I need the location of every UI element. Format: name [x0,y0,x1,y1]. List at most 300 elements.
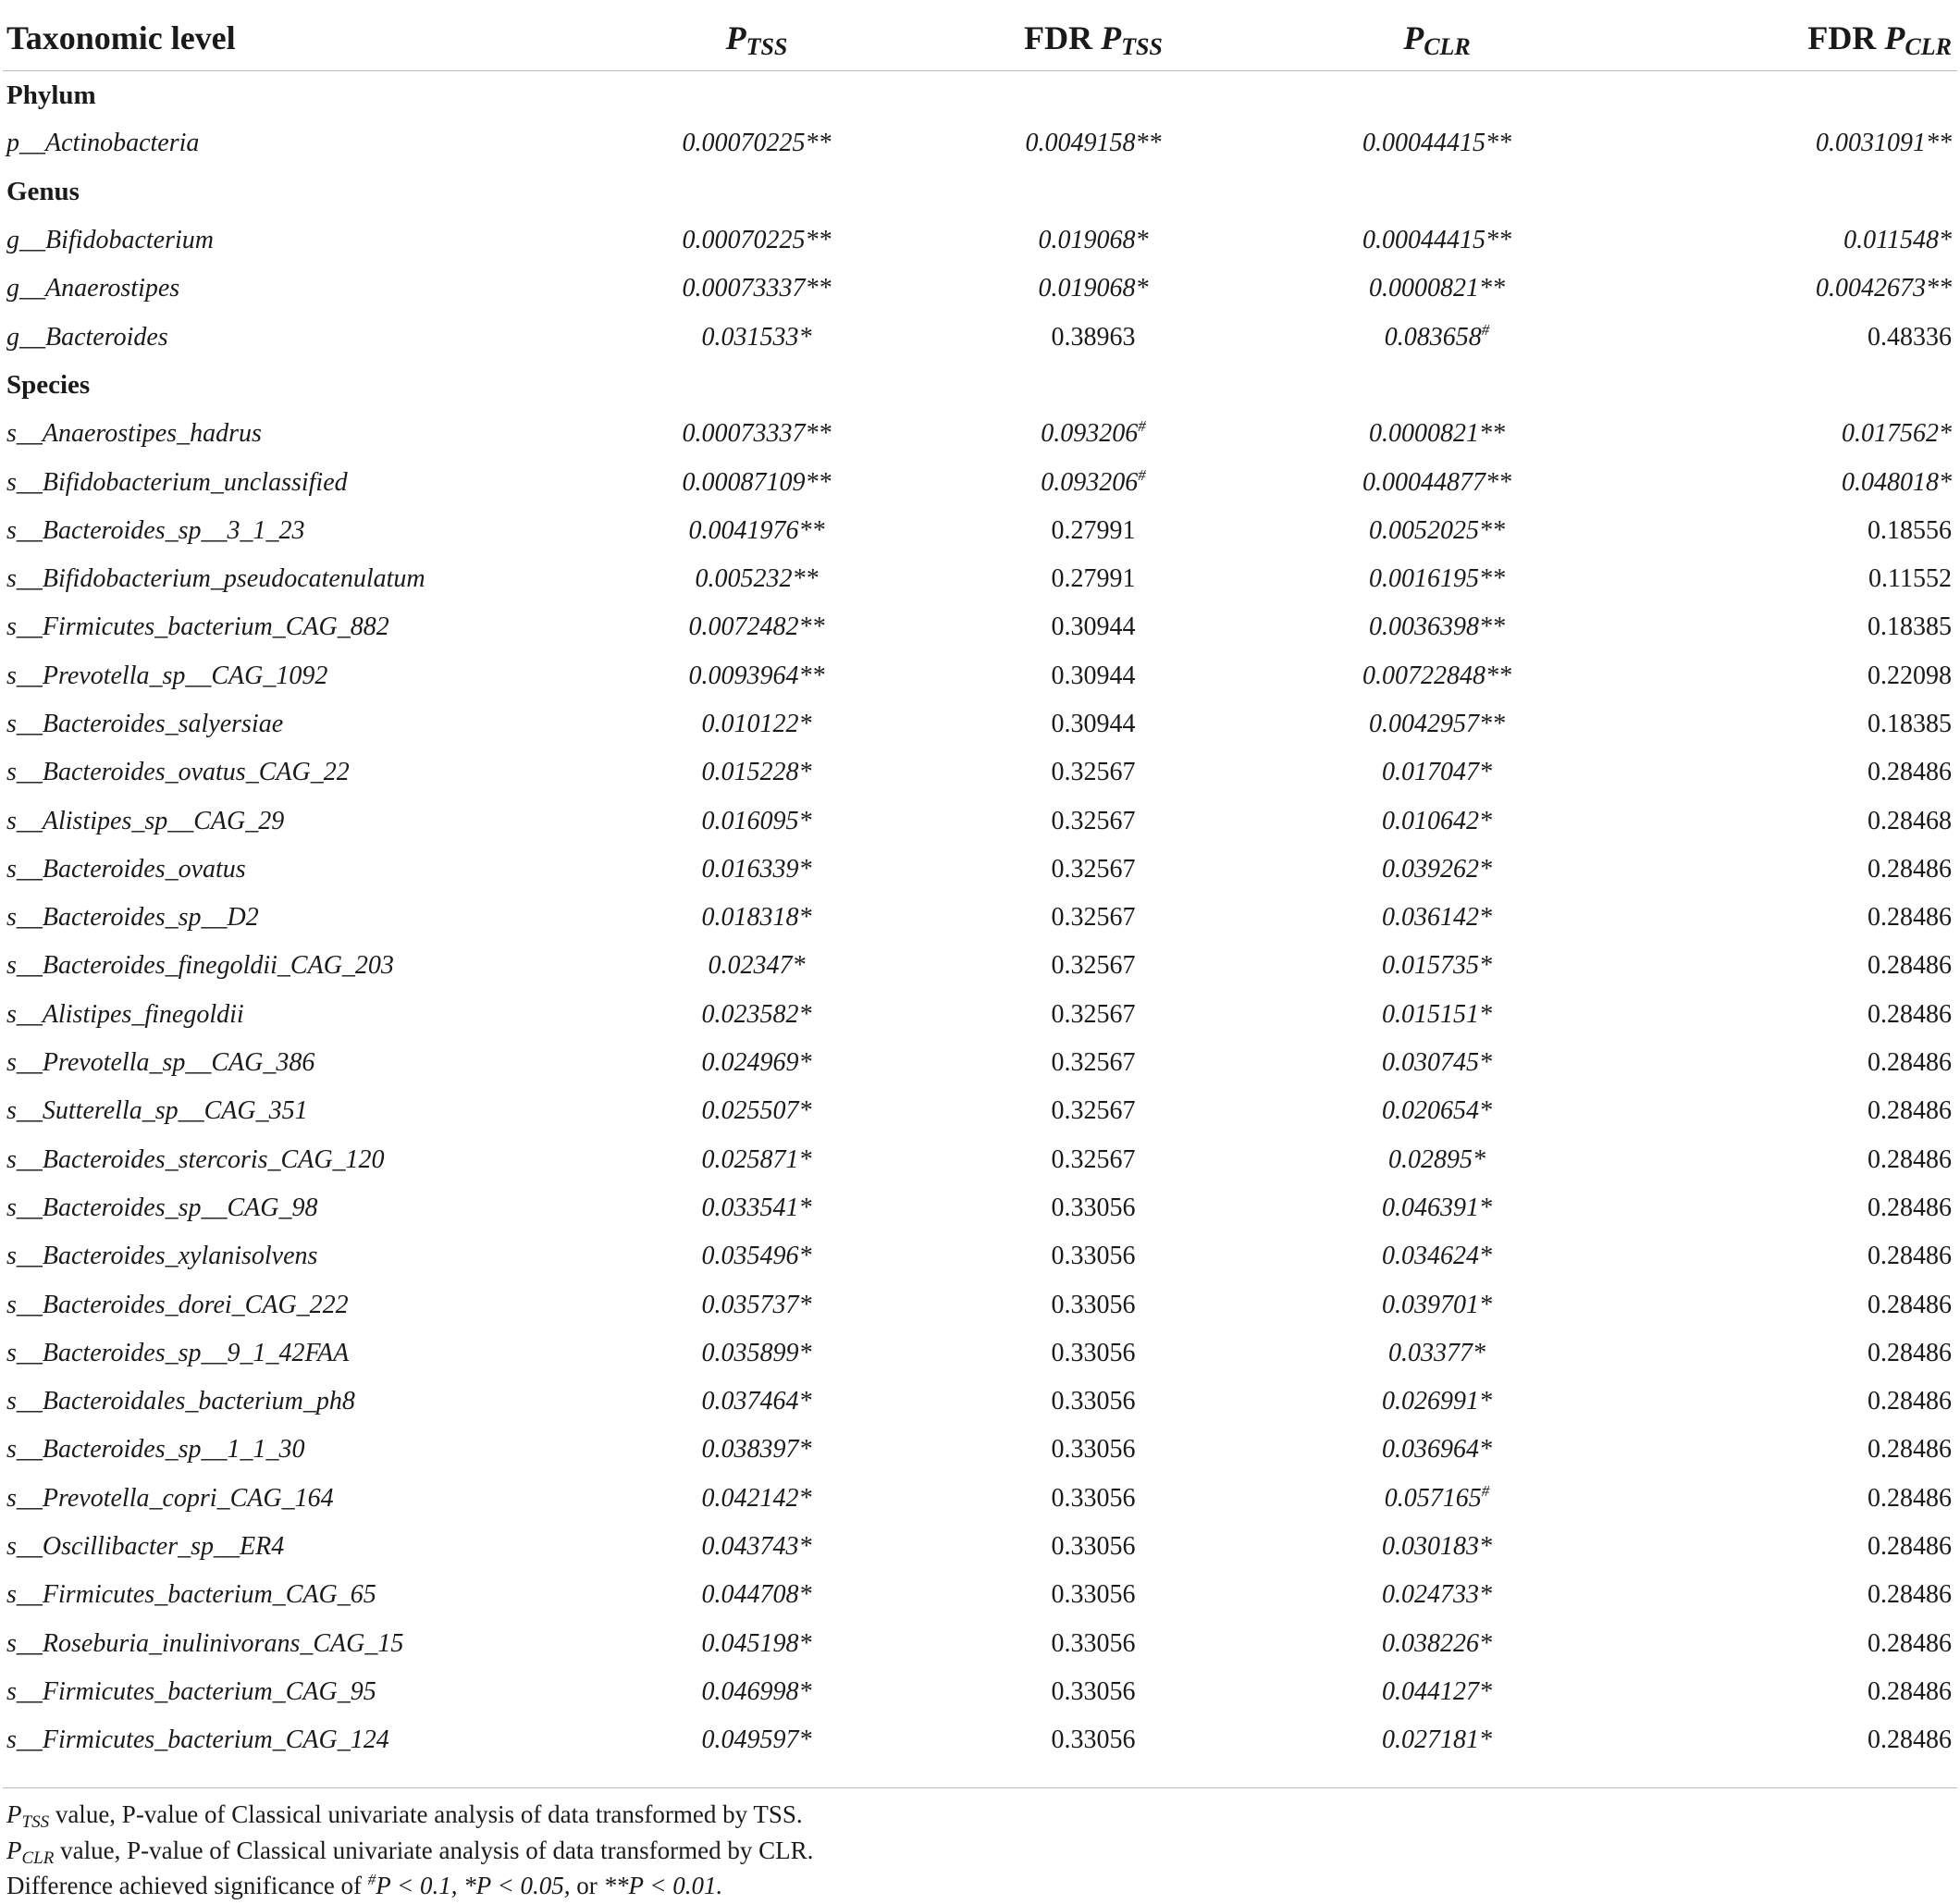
table-row [3,1280,1957,1329]
cell-p-tss [595,797,918,845]
header-p-tss-subscript: TSS [746,33,788,60]
cell-taxon: g__Anaerostipes [6,274,180,303]
header-fdr-p-tss-symbol: P [1101,19,1122,56]
cell-p-clr [1268,119,1606,167]
value-text: 0.093206# [1041,417,1146,449]
cell-p-tss [595,652,918,700]
footnote-hash-mark: # [367,1871,376,1888]
cell-fdr-p-clr [1606,1280,1957,1329]
cell-p-clr [1268,1620,1606,1668]
header-p-clr-symbol: P [1403,19,1424,56]
cell-fdr-p-tss [918,1475,1268,1523]
header-p-clr [1268,0,1606,71]
cell-p-clr [1268,991,1606,1039]
value-text: 0.30944 [1051,612,1136,642]
header-p-tss-symbol: P [725,19,746,56]
cell-p-clr [1268,700,1606,748]
cell-p-clr [1268,1280,1606,1329]
value-text: 0.28486 [1868,951,1952,981]
cell-p-tss [595,458,918,506]
value-text: 0.015228* [701,758,812,787]
group-row [3,168,1957,216]
table-row [3,119,1957,167]
table-row [3,991,1957,1039]
cell-p-tss [595,1716,918,1764]
value-text: 0.32567 [1051,758,1136,787]
cell-taxon: s__Prevotella_sp__CAG_1092 [6,661,328,690]
cell-p-clr [1268,1087,1606,1135]
value-text: 0.28468 [1868,806,1952,835]
value-text: 0.0041976** [688,515,825,545]
table-row [3,603,1957,651]
cell-taxon: s__Bacteroides_sp__1_1_30 [6,1435,305,1465]
group-label: Genus [6,177,80,207]
cell-p-tss [595,507,918,555]
cell-p-clr [1268,748,1606,797]
cell-taxon: s__Firmicutes_bacterium_CAG_882 [6,612,389,642]
value-text: 0.0036398** [1369,612,1505,642]
value-text: 0.0031091** [1816,129,1952,158]
value-text: 0.0072482** [688,612,825,642]
value-text: 0.011548* [1843,226,1952,255]
value-text: 0.33056 [1051,1290,1136,1319]
cell-fdr-p-clr [1606,603,1957,651]
cell-fdr-p-clr [1606,1716,1957,1764]
value-text: 0.0042957** [1369,710,1505,738]
value-text: 0.33056 [1051,1676,1136,1706]
hash-marker: # [1138,417,1146,436]
value-text: 0.32567 [1051,806,1136,835]
cell-fdr-p-tss [918,991,1268,1039]
cell-taxon: s__Bacteroidales_bacterium_ph8 [6,1387,355,1416]
value-text: 0.30944 [1051,710,1136,738]
value-text: 0.33056 [1051,1435,1136,1465]
cell-taxon: s__Bacteroides_stercoris_CAG_120 [6,1144,385,1174]
cell-p-clr [1268,797,1606,845]
footnote-sig-level-2: **P < 0.01 [603,1872,717,1899]
cell-fdr-p-clr [1606,700,1957,748]
header-fdr-p-clr-prefix: FDR [1807,19,1877,56]
cell-fdr-p-tss [918,1280,1268,1329]
table-row [3,555,1957,603]
cell-fdr-p-clr [1606,1329,1957,1378]
value-text: 0.035496* [701,1242,812,1271]
cell-p-clr [1268,1426,1606,1474]
cell-p-clr [1268,1184,1606,1232]
cell-fdr-p-clr [1606,265,1957,313]
cell-p-tss [595,1087,918,1135]
value-text: 0.019068* [1038,274,1149,303]
cell-p-tss [595,942,918,990]
value-text: 0.038226* [1382,1628,1492,1658]
table-row [3,1232,1957,1280]
footnote-significance-prefix: Difference achieved significance of [6,1872,368,1899]
value-text: 0.27991 [1051,564,1136,594]
value-text: 0.046998* [701,1676,812,1706]
value-text: 0.28486 [1868,1676,1952,1706]
value-text: 0.020654* [1382,1096,1492,1126]
value-text: 0.33056 [1051,1628,1136,1658]
value-text: 0.00073337** [682,419,832,449]
value-text: 0.049597* [701,1725,812,1755]
value-text: 0.083658# [1384,320,1490,352]
cell-fdr-p-tss [918,1620,1268,1668]
cell-taxon: s__Bacteroides_salyersiae [6,710,284,738]
table-row [3,216,1957,265]
table-row [3,748,1957,797]
cell-p-clr [1268,1475,1606,1523]
cell-p-clr [1268,410,1606,458]
cell-p-clr [1268,1232,1606,1280]
cell-fdr-p-tss [918,748,1268,797]
footnote-clr-symbol: P [6,1836,22,1864]
cell-fdr-p-tss [918,507,1268,555]
table-row [3,1571,1957,1619]
cell-fdr-p-tss [918,1378,1268,1426]
cell-p-clr [1268,313,1606,361]
value-text: 0.016339* [701,854,812,884]
cell-taxon: s__Firmicutes_bacterium_CAG_95 [6,1676,376,1706]
value-text: 0.044708* [701,1580,812,1610]
footnote-clr [6,1833,813,1869]
table-row [3,846,1957,894]
cell-p-clr [1268,555,1606,603]
cell-fdr-p-tss [918,894,1268,942]
hash-marker: # [1481,1481,1490,1500]
value-text: 0.33056 [1051,1483,1136,1513]
value-text: 0.025507* [701,1096,812,1126]
value-text: 0.0000821** [1369,274,1505,303]
value-text: 0.024733* [1382,1580,1492,1610]
value-text: 0.00073337** [682,274,832,303]
value-text: 0.28486 [1868,1144,1952,1174]
cell-p-tss [595,1280,918,1329]
header-fdr-p-clr-subscript: CLR [1905,33,1952,60]
cell-p-tss [595,216,918,265]
cell-p-clr [1268,458,1606,506]
cell-fdr-p-clr [1606,1523,1957,1571]
value-text: 0.28486 [1868,1387,1952,1416]
cell-p-clr [1268,1039,1606,1087]
value-text: 0.28486 [1868,1628,1952,1658]
value-text: 0.28486 [1868,1580,1952,1610]
value-text: 0.039262* [1382,854,1492,884]
cell-p-tss [595,1184,918,1232]
cell-p-clr [1268,1668,1606,1716]
table-row [3,1039,1957,1087]
cell-fdr-p-tss [918,1232,1268,1280]
cell-p-tss [595,1523,918,1571]
cell-taxon: g__Bacteroides [6,322,168,352]
cell-fdr-p-clr [1606,894,1957,942]
cell-taxon: s__Oscillibacter_sp__ER4 [6,1532,285,1562]
cell-fdr-p-tss [918,119,1268,167]
footnote-clr-subscript: CLR [21,1848,55,1868]
value-text: 0.28486 [1868,758,1952,787]
cell-p-clr [1268,1716,1606,1764]
cell-p-clr [1268,1329,1606,1378]
cell-p-tss [595,748,918,797]
cell-fdr-p-clr [1606,216,1957,265]
value-text: 0.019068* [1038,226,1149,255]
table-row [3,1716,1957,1764]
value-text: 0.32567 [1051,1096,1136,1126]
group-row [3,71,1957,120]
footnote-significance [6,1868,813,1904]
cell-p-clr [1268,603,1606,651]
cell-fdr-p-tss [918,216,1268,265]
cell-taxon: s__Anaerostipes_hadrus [6,419,262,449]
value-text: 0.039701* [1382,1290,1492,1319]
header-p-clr-subscript: CLR [1424,33,1471,60]
cell-taxon: s__Alistipes_finegoldii [6,999,244,1029]
value-text: 0.03377* [1388,1338,1485,1367]
cell-p-tss [595,991,918,1039]
cell-p-tss [595,894,918,942]
value-text: 0.042142* [701,1483,812,1513]
value-text: 0.048018* [1842,467,1952,497]
cell-p-tss [595,1039,918,1087]
cell-fdr-p-clr [1606,1571,1957,1619]
cell-fdr-p-tss [918,1426,1268,1474]
cell-p-tss [595,700,918,748]
value-text: 0.044127* [1382,1676,1492,1706]
value-text: 0.02895* [1388,1144,1485,1174]
cell-p-clr [1268,1378,1606,1426]
table-row [3,1475,1957,1523]
value-text: 0.32567 [1051,999,1136,1029]
cell-fdr-p-clr [1606,119,1957,167]
cell-fdr-p-clr [1606,1378,1957,1426]
value-text: 0.28486 [1868,1483,1952,1513]
cell-p-tss [595,1668,918,1716]
value-text: 0.28486 [1868,1725,1952,1755]
value-text: 0.38963 [1051,322,1136,352]
value-text: 0.33056 [1051,1387,1136,1416]
value-text: 0.035899* [701,1338,812,1367]
value-text: 0.32567 [1051,1048,1136,1078]
header-taxonomic-level: Taxonomic level [3,0,595,71]
table-row [3,1620,1957,1668]
table-row [3,1087,1957,1135]
cell-fdr-p-clr [1606,797,1957,845]
table-row [3,1426,1957,1474]
value-text: 0.034624* [1382,1242,1492,1271]
cell-fdr-p-clr [1606,942,1957,990]
cell-taxon: s__Firmicutes_bacterium_CAG_65 [6,1580,376,1610]
value-text: 0.27991 [1051,515,1136,545]
cell-fdr-p-tss [918,942,1268,990]
cell-fdr-p-tss [918,1523,1268,1571]
cell-p-tss [595,555,918,603]
table-row [3,458,1957,506]
cell-fdr-p-clr [1606,1039,1957,1087]
table-row [3,313,1957,361]
cell-taxon: s__Bacteroides_sp__9_1_42FAA [6,1338,350,1367]
cell-fdr-p-clr [1606,1668,1957,1716]
value-text: 0.28486 [1868,854,1952,884]
cell-fdr-p-tss [918,1329,1268,1378]
table-footnotes [6,1797,813,1904]
value-text: 0.33056 [1051,1338,1136,1367]
cell-fdr-p-tss [918,846,1268,894]
cell-p-tss [595,265,918,313]
value-text: 0.00044415** [1362,226,1511,255]
cell-taxon: s__Bacteroides_ovatus_CAG_22 [6,758,350,787]
table-row [3,797,1957,845]
cell-p-clr [1268,1571,1606,1619]
header-fdr-p-clr [1606,0,1957,71]
footnote-sig-level-1: P < 0.1, *P < 0.05, [376,1872,571,1899]
value-text: 0.030183* [1382,1532,1492,1562]
table-row [3,942,1957,990]
value-text: 0.00070225** [682,129,832,158]
cell-fdr-p-clr [1606,1426,1957,1474]
value-text: 0.00722848** [1362,661,1511,690]
value-text: 0.32567 [1051,1144,1136,1174]
table-row [3,265,1957,313]
cell-fdr-p-clr [1606,1620,1957,1668]
cell-fdr-p-tss [918,1571,1268,1619]
cell-fdr-p-clr [1606,991,1957,1039]
cell-fdr-p-clr [1606,748,1957,797]
table-row [3,1523,1957,1571]
table-row [3,1136,1957,1184]
table-row [3,1668,1957,1716]
cell-fdr-p-tss [918,1668,1268,1716]
cell-p-tss [595,1571,918,1619]
value-text: 0.016095* [701,806,812,835]
cell-fdr-p-clr [1606,1232,1957,1280]
cell-p-tss [595,313,918,361]
group-row [3,362,1957,410]
cell-taxon: s__Bacteroides_xylanisolvens [6,1242,318,1271]
value-text: 0.18385 [1868,710,1952,738]
value-text: 0.28486 [1868,1048,1952,1078]
cell-taxon: p__Actinobacteria [6,129,200,158]
value-text: 0.017047* [1382,758,1492,787]
value-text: 0.035737* [701,1290,812,1319]
value-text: 0.22098 [1868,661,1952,690]
value-text: 0.045198* [701,1628,812,1658]
cell-fdr-p-tss [918,1136,1268,1184]
header-fdr-p-tss-prefix: FDR [1024,19,1093,56]
cell-fdr-p-clr [1606,1184,1957,1232]
cell-taxon: s__Roseburia_inulinivorans_CAG_15 [6,1628,404,1658]
table-body [3,71,1957,1765]
cell-p-clr [1268,894,1606,942]
value-text: 0.010642* [1382,806,1492,835]
cell-p-tss [595,410,918,458]
value-text: 0.28486 [1868,1532,1952,1562]
value-text: 0.038397* [701,1435,812,1465]
cell-p-tss [595,603,918,651]
value-text: 0.28486 [1868,1242,1952,1271]
value-text: 0.018318* [701,903,812,933]
cell-p-tss [595,1232,918,1280]
cell-taxon: s__Bacteroides_sp__D2 [6,903,259,933]
value-text: 0.046391* [1382,1193,1492,1222]
table-row [3,410,1957,458]
table-row [3,894,1957,942]
cell-fdr-p-tss [918,1039,1268,1087]
group-label: Phylum [6,80,96,110]
cell-taxon: s__Prevotella_copri_CAG_164 [6,1483,334,1513]
value-text: 0.033541* [701,1193,812,1222]
value-text: 0.28486 [1868,903,1952,933]
header-fdr-p-tss [918,0,1268,71]
value-text: 0.11552 [1868,564,1952,594]
header-p-tss [595,0,918,71]
cell-taxon: g__Bifidobacterium [6,226,214,255]
table-row [3,700,1957,748]
cell-fdr-p-tss [918,797,1268,845]
value-text: 0.28486 [1868,1435,1952,1465]
cell-taxon: s__Bacteroides_sp__3_1_23 [6,515,305,545]
value-text: 0.0000821** [1369,419,1505,449]
value-text: 0.025871* [701,1144,812,1174]
value-text: 0.32567 [1051,854,1136,884]
cell-taxon: s__Prevotella_sp__CAG_386 [6,1048,315,1078]
value-text: 0.030745* [1382,1048,1492,1078]
header-row [3,0,1957,71]
cell-p-tss [595,1620,918,1668]
cell-p-clr [1268,846,1606,894]
cell-fdr-p-clr [1606,458,1957,506]
hash-marker: # [1138,465,1146,484]
value-text: 0.33056 [1051,1532,1136,1562]
cell-taxon: s__Bacteroides_sp__CAG_98 [6,1193,318,1222]
value-text: 0.010122* [701,710,812,738]
value-text: 0.28486 [1868,1193,1952,1222]
cell-p-tss [595,1475,918,1523]
cell-p-tss [595,846,918,894]
cell-fdr-p-tss [918,313,1268,361]
cell-fdr-p-tss [918,652,1268,700]
cell-p-clr [1268,265,1606,313]
value-text: 0.32567 [1051,951,1136,981]
table-row [3,1329,1957,1378]
cell-taxon: s__Bacteroides_dorei_CAG_222 [6,1290,349,1319]
cell-p-clr [1268,1136,1606,1184]
value-text: 0.023582* [701,999,812,1029]
footnote-or-word: or [570,1872,604,1899]
value-text: 0.037464* [701,1387,812,1416]
cell-fdr-p-clr [1606,1136,1957,1184]
value-text: 0.30944 [1051,661,1136,690]
cell-fdr-p-clr [1606,1087,1957,1135]
cell-p-tss [595,1136,918,1184]
footnote-tss-symbol: P [6,1800,22,1828]
value-text: 0.026991* [1382,1387,1492,1416]
table-row [3,507,1957,555]
cell-p-tss [595,119,918,167]
table-row [3,1184,1957,1232]
cell-taxon: s__Bacteroides_finegoldii_CAG_203 [6,951,394,981]
cell-fdr-p-tss [918,555,1268,603]
table-row [3,652,1957,700]
value-text: 0.28486 [1868,1290,1952,1319]
footnote-tss-text: value, P-value of Classical univariate analysis of data transformed by TSS. [49,1800,803,1828]
value-text: 0.33056 [1051,1242,1136,1271]
value-text: 0.48336 [1868,322,1952,352]
value-text: 0.031533* [701,322,812,352]
cell-fdr-p-tss [918,1087,1268,1135]
value-text: 0.093206# [1041,465,1146,497]
value-text: 0.024969* [701,1048,812,1078]
cell-fdr-p-clr [1606,410,1957,458]
value-text: 0.015735* [1382,951,1492,981]
